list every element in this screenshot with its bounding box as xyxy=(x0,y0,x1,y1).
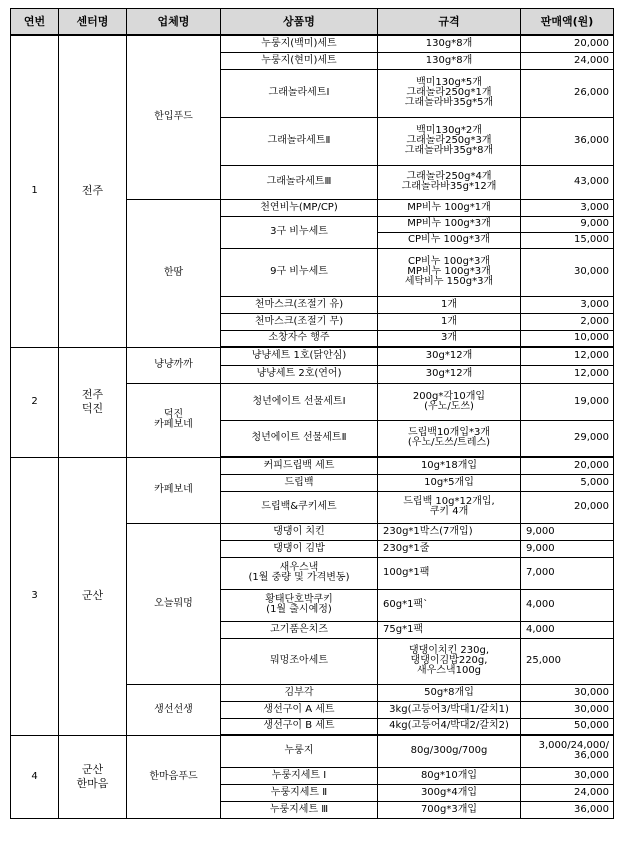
product-name: 드립백&쿠키세트 xyxy=(221,491,378,523)
product-price: 43,000 xyxy=(521,165,614,199)
product-spec: 1개 xyxy=(378,296,521,313)
product-spec: 1개 xyxy=(378,313,521,330)
product-price: 30,000 xyxy=(521,701,614,718)
product-price: 20,000 xyxy=(521,491,614,523)
product-spec: 130g*8개 xyxy=(378,52,521,69)
product-name: 누룽지세트 Ⅱ xyxy=(221,784,378,801)
product-price: 3,000 xyxy=(521,199,614,216)
company-name: 한마음푸드 xyxy=(127,735,221,818)
product-spec: 3개 xyxy=(378,330,521,347)
product-name: 그래놀라세트Ⅲ xyxy=(221,165,378,199)
product-name: 새우스낵 (1월 중량 및 가격변동) xyxy=(221,557,378,589)
product-name: 생선구이 A 세트 xyxy=(221,701,378,718)
table-row xyxy=(11,735,614,767)
header-spec: 규격 xyxy=(378,9,521,36)
center-no: 3 xyxy=(11,457,59,735)
product-price: 30,000 xyxy=(521,684,614,701)
product-name: 소창자수 행주 xyxy=(221,330,378,347)
center-name: 전주 xyxy=(59,35,127,347)
product-name: 누룽지 xyxy=(221,735,378,767)
product-price: 9,000 xyxy=(521,216,614,232)
product-name: 청년에이트 선물세트Ⅰ xyxy=(221,383,378,420)
center-no: 1 xyxy=(11,35,59,347)
product-spec: 백미130g*2개 그래놀라250g*3개 그래놀라바35g*8개 xyxy=(378,117,521,165)
product-price: 10,000 xyxy=(521,330,614,347)
product-name: 3구 비누세트 xyxy=(221,216,378,248)
product-price: 36,000 xyxy=(521,117,614,165)
product-name: 천연비누(MP/CP) xyxy=(221,199,378,216)
product-spec: 80g/300g/700g xyxy=(378,735,521,767)
product-name: 고기품은치즈 xyxy=(221,621,378,638)
product-price: 50,000 xyxy=(521,718,614,735)
product-name: 댕댕이 김밥 xyxy=(221,540,378,557)
product-name: 그래놀라세트Ⅱ xyxy=(221,117,378,165)
product-price: 25,000 xyxy=(521,638,614,684)
product-price: 4,000 xyxy=(521,589,614,621)
product-spec: 100g*1팩 xyxy=(378,557,521,589)
product-name: 댕댕이 치킨 xyxy=(221,523,378,540)
product-price: 3,000/24,000/ 36,000 xyxy=(521,735,614,767)
product-price: 26,000 xyxy=(521,69,614,117)
product-price: 36,000 xyxy=(521,801,614,818)
product-spec: CP비누 100g*3개 MP비누 100g*3개 세탁비누 150g*3개 xyxy=(378,248,521,296)
product-spec: 드립백 10g*12개입, 쿠키 4개 xyxy=(378,491,521,523)
product-name: 김부각 xyxy=(221,684,378,701)
product-spec: 댕댕이치킨 230g, 댕댕이김밥220g, 새우스낵100g xyxy=(378,638,521,684)
product-price: 12,000 xyxy=(521,365,614,383)
header-company: 업체명 xyxy=(127,9,221,36)
company-name: 냥냥까까 xyxy=(127,347,221,383)
product-spec: 10g*5개입 xyxy=(378,474,521,491)
product-name: 청년에이트 선물세트Ⅱ xyxy=(221,420,378,457)
product-name: 그래놀라세트Ⅰ xyxy=(221,69,378,117)
product-price: 4,000 xyxy=(521,621,614,638)
product-spec: 200g*각10개입 (우노/도쓰) xyxy=(378,383,521,420)
product-spec: 300g*4개입 xyxy=(378,784,521,801)
product-spec: 3kg(고등어3/박대1/갈치1) xyxy=(378,701,521,718)
center-name: 군산 xyxy=(59,457,127,735)
product-name: 9구 비누세트 xyxy=(221,248,378,296)
product-price: 15,000 xyxy=(521,232,614,248)
product-spec: MP비누 100g*1개 xyxy=(378,199,521,216)
company-name: 생선선생 xyxy=(127,684,221,735)
product-price: 5,000 xyxy=(521,474,614,491)
table-row xyxy=(11,35,614,52)
product-price: 30,000 xyxy=(521,767,614,784)
center-no: 4 xyxy=(11,735,59,818)
product-name: 냥냥세트 2호(연어) xyxy=(221,365,378,383)
product-spec: 30g*12개 xyxy=(378,365,521,383)
center-name: 군산 한마음 xyxy=(59,735,127,818)
header-center: 센터명 xyxy=(59,9,127,36)
product-spec: 230g*1박스(7개입) xyxy=(378,523,521,540)
product-spec: 50g*8개입 xyxy=(378,684,521,701)
product-spec: 75g*1팩 xyxy=(378,621,521,638)
product-price: 30,000 xyxy=(521,248,614,296)
product-spec: 230g*1줄 xyxy=(378,540,521,557)
product-price: 24,000 xyxy=(521,784,614,801)
product-price: 2,000 xyxy=(521,313,614,330)
product-name: 생선구이 B 세트 xyxy=(221,718,378,735)
company-name: 카페보네 xyxy=(127,457,221,523)
product-spec: 30g*12개 xyxy=(378,347,521,365)
product-name: 천마스크(조절기 유) xyxy=(221,296,378,313)
product-price: 19,000 xyxy=(521,383,614,420)
product-spec: MP비누 100g*3개 xyxy=(378,216,521,232)
table-row xyxy=(11,457,614,474)
product-price: 24,000 xyxy=(521,52,614,69)
header-no: 연번 xyxy=(11,9,59,36)
header-product: 상품명 xyxy=(221,9,378,36)
table-row xyxy=(11,347,614,365)
product-name: 누룽지(현미)세트 xyxy=(221,52,378,69)
product-price: 20,000 xyxy=(521,457,614,474)
center-name: 전주 덕진 xyxy=(59,347,127,457)
product-spec: 드립백10개입*3개 (우노/도쓰/트레스) xyxy=(378,420,521,457)
product-name: 뭐멍조아세트 xyxy=(221,638,378,684)
product-name: 드립백 xyxy=(221,474,378,491)
product-spec: CP비누 100g*3개 xyxy=(378,232,521,248)
product-price: 9,000 xyxy=(521,523,614,540)
product-price: 7,000 xyxy=(521,557,614,589)
product-name: 황태단호박쿠키 (1월 출시예정) xyxy=(221,589,378,621)
product-name: 천마스크(조절기 무) xyxy=(221,313,378,330)
product-price: 12,000 xyxy=(521,347,614,365)
product-spec: 80g*10개입 xyxy=(378,767,521,784)
product-spec: 60g*1팩` xyxy=(378,589,521,621)
product-spec: 백미130g*5개 그래놀라250g*1개 그래놀라바35g*5개 xyxy=(378,69,521,117)
product-spec: 130g*8개 xyxy=(378,35,521,52)
product-price-table xyxy=(10,8,614,819)
product-name: 냥냥세트 1호(닭안심) xyxy=(221,347,378,365)
product-name: 누룽지세트 Ⅰ xyxy=(221,767,378,784)
product-price: 20,000 xyxy=(521,35,614,52)
product-spec: 10g*18개입 xyxy=(378,457,521,474)
header-price: 판매액(원) xyxy=(521,9,614,36)
company-name: 한땀 xyxy=(127,199,221,347)
center-no: 2 xyxy=(11,347,59,457)
product-price: 3,000 xyxy=(521,296,614,313)
header-row xyxy=(11,9,614,36)
company-name: 한입푸드 xyxy=(127,35,221,199)
product-spec: 700g*3개입 xyxy=(378,801,521,818)
product-price: 9,000 xyxy=(521,540,614,557)
product-name: 누룽지(백미)세트 xyxy=(221,35,378,52)
company-name: 오늘뭐멍 xyxy=(127,523,221,684)
product-name: 커피드립백 세트 xyxy=(221,457,378,474)
product-name: 누룽지세트 Ⅲ xyxy=(221,801,378,818)
product-spec: 그래놀라250g*4개 그래놀라바35g*12개 xyxy=(378,165,521,199)
product-spec: 4kg(고등어4/박대2/갈치2) xyxy=(378,718,521,735)
company-name: 덕진 카페보네 xyxy=(127,383,221,457)
product-price: 29,000 xyxy=(521,420,614,457)
